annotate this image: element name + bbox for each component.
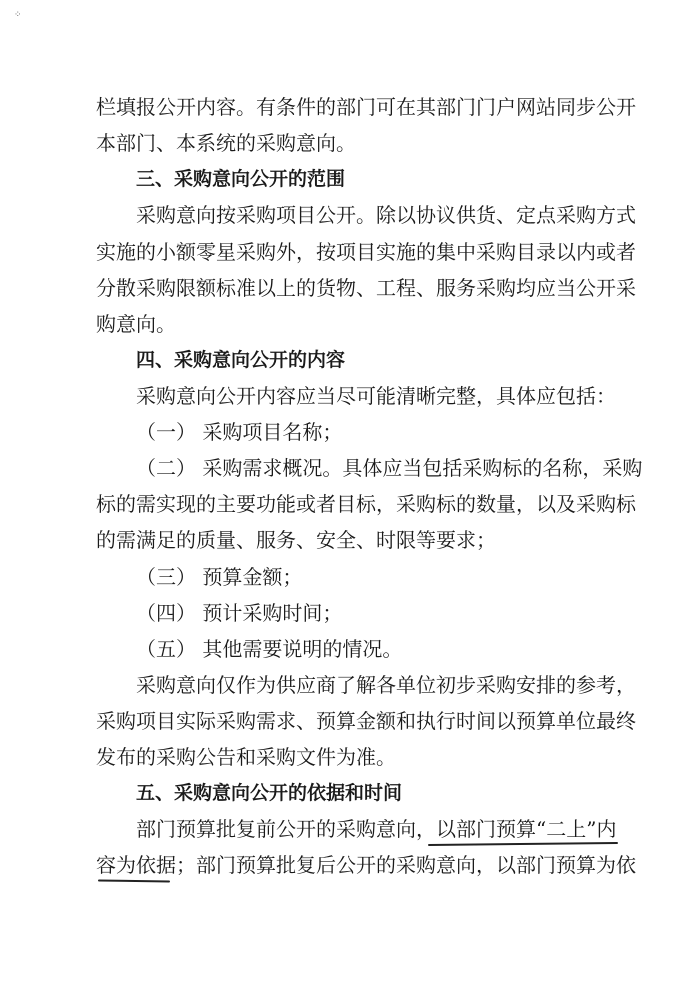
section-heading-3: 三、采购意向公开的范围 [136,168,346,190]
text-line-7: 购意向。 [96,312,176,336]
handwritten-underline [428,842,618,846]
list-item-1: （一） 采购项目名称； [136,420,343,444]
list-item-4: （四） 预计采购时间； [136,601,343,625]
text-line-13: 的需满足的质量、服务、安全、时限等要求； [96,528,496,552]
corner-mark: ⁘ [14,10,22,20]
text-line-19: 发布的采购公告和采购文件为准。 [96,745,396,769]
section-heading-4: 四、采购意向公开的内容 [136,349,346,371]
text-line-9: 采购意向公开内容应当尽可能清晰完整，具体应包括： [136,384,616,408]
text-line-18: 采购项目实际采购需求、预算金额和执行时间以预算单位最终 [96,709,636,733]
text-line-4: 采购意向按采购项目公开。除以协议供货、定点采购方式 [136,203,636,227]
list-item-5: （五） 其他需要说明的情况。 [136,637,403,661]
text-line-6: 分散采购限额标准以上的货物、工程、服务采购均应当公开采 [96,276,636,300]
text-line-5: 实施的小额零星采购外，按项目实施的集中采购目录以内或者 [96,240,636,264]
section-heading-5: 五、采购意向公开的依据和时间 [136,782,403,804]
list-item-2: （二） 采购需求概况。具体应当包括采购标的名称，采购 [136,456,643,480]
list-item-3: （三） 预算金额； [136,565,303,589]
text-line-12: 标的需实现的主要功能或者目标，采购标的数量，以及采购标 [96,492,636,516]
text-line-21: 部门预算批复前公开的采购意向，以部门预算“二上”内 [136,817,617,841]
text-line-22: 容为依据；部门预算批复后公开的采购意向，以部门预算为依 [96,853,636,877]
text-line-1: 栏填报公开内容。有条件的部门可在其部门门户网站同步公开 [96,95,636,119]
handwritten-underline [98,879,170,882]
text-line-17: 采购意向仅作为供应商了解各单位初步采购安排的参考， [136,673,636,697]
text-line-2: 本部门、本系统的采购意向。 [96,131,356,155]
